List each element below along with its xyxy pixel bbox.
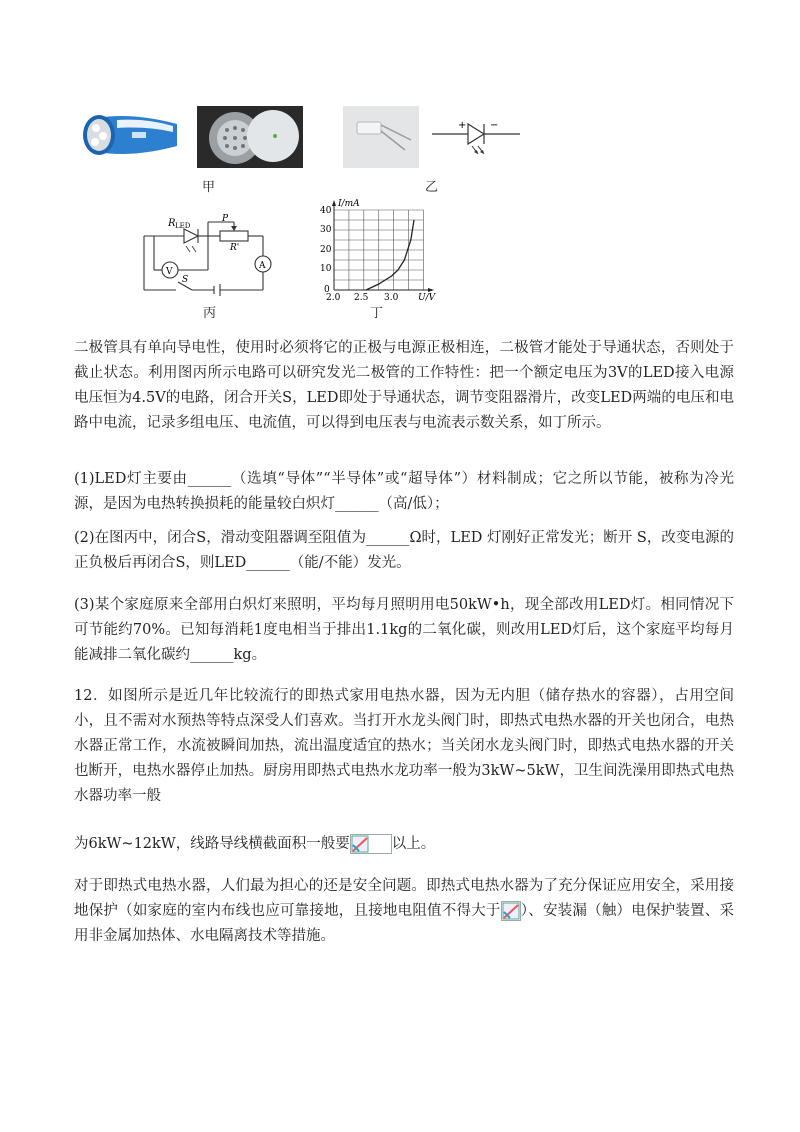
graph-ytick: 0 xyxy=(324,285,330,295)
graph-xtick: 2.5 xyxy=(354,293,369,303)
question-2: (2)在图丙中，闭合S，滑动变阻器调至阻值为______Ω时，LED 灯刚好正常发光；断开 S，改变电源的正负极后再闭合S，则LED______（能/不能）发光。 xyxy=(74,530,734,571)
graph-ytick: 30 xyxy=(320,225,332,235)
graph-xtick: 2.0 xyxy=(326,293,341,303)
graph-xlabel: U/V xyxy=(418,293,436,303)
figure-ding-caption: 丁 xyxy=(370,306,384,321)
circuit-label-r: R xyxy=(168,218,176,229)
voltmeter-label: V xyxy=(166,267,173,277)
circuit-label-p: P xyxy=(222,214,229,224)
graph-xtick: 3.0 xyxy=(384,293,399,303)
question-3: (3)某个家庭原来全部用白炽灯来照明，平均每月照明用电50kW•h，现全部改用LED灯。相同情况下可节能约70%。已知每消耗1度电相当于排出1.1kg的二氧化碳，则改用LED灯后，这个家庭平均每月能减排二氧化碳约______kg。 xyxy=(74,597,734,663)
led-diode-symbol xyxy=(432,114,522,162)
switch-label: S xyxy=(182,275,189,285)
graph-ylabel: I/mA xyxy=(338,199,360,209)
graph-ytick: 20 xyxy=(320,245,332,255)
broken-image-icon xyxy=(350,834,392,854)
graph-ytick: 40 xyxy=(320,206,332,216)
graph-ytick: 10 xyxy=(320,264,332,274)
ammeter-label: A xyxy=(259,261,266,271)
circuit-label-r-sub: LED xyxy=(175,222,191,230)
problem-12-paragraph: 12．如图所示是近几年比较流行的即热式家用电热水器，因为无内胆（储存热水的容器），占用空间小，且不需对水预热等特点深受人们喜欢。当打开水龙头阀门时，即热式电热水器的开关也闭合，电热水器正常工作，水流被瞬间加热，流出温度适宜的热水；当关闭水龙头阀门时，即热式电热水器的开关也断开，电热水器停止加热。厨房用即热式电热水龙功率一般为3kW~5kW，卫生间洗澡用即热式电热水器功率一般 xyxy=(74,688,734,804)
led-component-photo xyxy=(343,106,419,168)
flashlight-photo xyxy=(77,106,183,162)
figure-bing-caption: 丙 xyxy=(203,306,217,321)
diode-plus-sign: + xyxy=(458,120,467,131)
safety-paragraph xyxy=(74,874,734,949)
wire-area-text: 为6kW~12kW，线路导线横截面积一般要 xyxy=(74,836,350,852)
iu-curve-line xyxy=(366,220,414,290)
circuit-label-r-prime: R' xyxy=(230,243,240,253)
safety-text-a: 对于即热式电热水器，人们最为担心的还是安全问题。即热式电热水器为了充分保证应用安全，采用接地保护（如家庭的室内布线也应可靠接地，且接地电阻值不得大于 xyxy=(74,878,734,919)
problem-12-line2 xyxy=(74,832,435,854)
diode-minus-sign: − xyxy=(490,120,499,131)
wire-area-suffix: 以上。 xyxy=(391,836,436,852)
broken-image-icon xyxy=(501,901,521,921)
figure-jia-caption: 甲 xyxy=(202,180,216,195)
figure-yi-caption: 乙 xyxy=(425,180,439,195)
intro-paragraph: 二极管具有单向导电性，使用时必须将它的正极与电源正极相连，二极管才能处于导通状态，否则处于截止状态。利用图丙所示电路可以研究发光二极管的工作特性：把一个额定电压为3V的LED接入电源电压恒为4.5V的电路，闭合开关S，LED即处于导通状态，调节变阻器滑片，改变LED两端的电压和电路中电流，记录多组电压、电流值，可以得到电压表与电流表示数关系，如丁所示。 xyxy=(74,340,734,431)
question-1: (1)LED灯主要由______（选填“导体”“半导体”或“超导体”）材料制成；它之所以节能，被称为冷光源，是因为电热转换损耗的能量较白炽灯______（高/低）； xyxy=(74,471,734,512)
safety-text-b: ）、安装漏（触）电保护装置、采用非金属加热体、水电隔离技术等措施。 xyxy=(74,903,734,944)
led-panel-photo xyxy=(197,106,303,168)
iu-graph xyxy=(318,196,436,306)
circuit-diagram xyxy=(138,212,273,300)
